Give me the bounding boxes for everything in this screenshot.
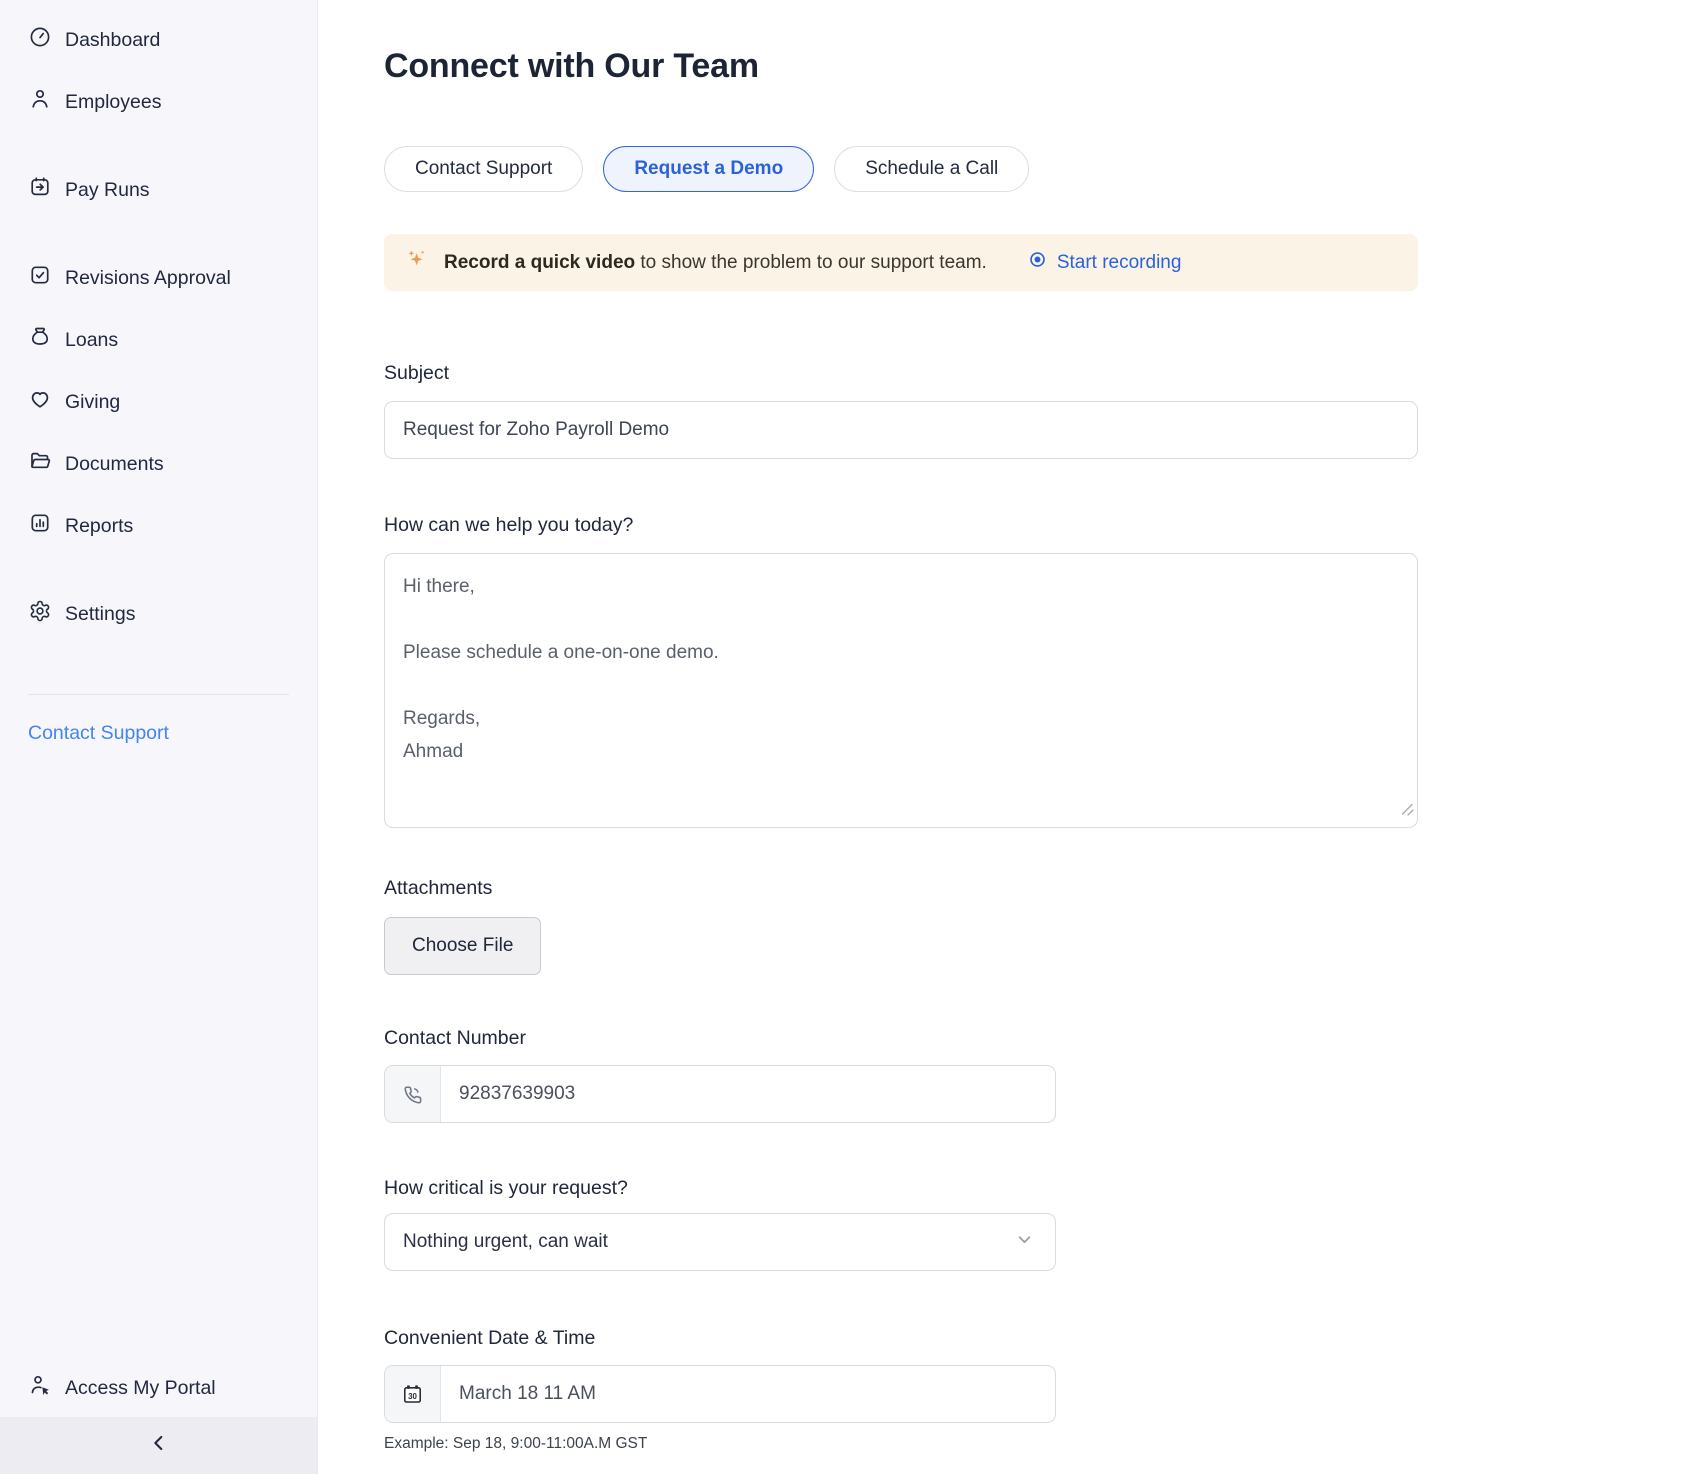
sidebar-item-settings[interactable] <box>0 590 317 638</box>
sidebar-item-label: Employees <box>65 90 162 113</box>
record-icon <box>1027 249 1048 276</box>
sidebar-nav <box>0 0 317 638</box>
sidebar-item-revisions-approval[interactable] <box>0 254 317 302</box>
tab-contact-support[interactable]: Contact Support <box>384 146 583 192</box>
message-field-wrap <box>384 553 1418 828</box>
sidebar-item-label: Giving <box>65 390 121 413</box>
dashboard-icon <box>28 25 52 55</box>
sidebar <box>0 0 318 1474</box>
sidebar-item-employees[interactable] <box>0 78 317 126</box>
sidebar-item-label: Access My Portal <box>65 1376 216 1399</box>
contact-number-field <box>384 1065 1056 1123</box>
sidebar-item-label: Dashboard <box>65 28 161 51</box>
pay-runs-icon <box>28 175 52 205</box>
page-title: Connect with Our Team <box>384 47 759 85</box>
svg-text:30: 30 <box>408 1391 417 1401</box>
loans-icon <box>28 325 52 355</box>
tab-request-a-demo[interactable]: Request a Demo <box>603 146 814 192</box>
giving-icon <box>28 387 52 417</box>
record-video-banner <box>384 234 1418 291</box>
access-portal-icon <box>28 1373 52 1403</box>
criticality-select[interactable] <box>384 1213 1056 1271</box>
calendar-icon[interactable] <box>385 1366 441 1422</box>
contact-number-input[interactable] <box>441 1066 1055 1122</box>
sidebar-item-giving[interactable] <box>0 378 317 426</box>
employees-icon <box>28 87 52 117</box>
sidebar-item-label: Loans <box>65 328 119 351</box>
documents-icon <box>28 449 52 479</box>
banner-text: Record a quick video to show the problem to our support team. <box>444 251 987 273</box>
main-content <box>319 0 1694 1474</box>
sidebar-contact-support-link[interactable]: Contact Support <box>28 722 169 744</box>
choose-file-button[interactable]: Choose File <box>384 917 541 975</box>
reports-icon <box>28 511 52 541</box>
sidebar-item-label: Settings <box>65 602 136 625</box>
datetime-field <box>384 1365 1056 1423</box>
sidebar-item-loans[interactable] <box>0 316 317 364</box>
sidebar-item-label: Documents <box>65 452 164 475</box>
subject-input[interactable] <box>384 401 1418 459</box>
banner-bold-text: Record a quick video <box>444 251 636 273</box>
sparkle-icon <box>406 248 430 278</box>
sidebar-item-access-my-portal[interactable] <box>0 1364 317 1412</box>
datetime-label: Convenient Date & Time <box>384 1327 596 1349</box>
criticality-label: How critical is your request? <box>384 1177 628 1199</box>
phone-icon <box>385 1066 441 1122</box>
sidebar-item-documents[interactable] <box>0 440 317 488</box>
criticality-selected-value: Nothing urgent, can wait <box>403 1231 608 1252</box>
sidebar-collapse-button[interactable] <box>0 1417 317 1474</box>
contact-number-label: Contact Number <box>384 1027 526 1049</box>
sidebar-item-label: Pay Runs <box>65 178 150 201</box>
message-label: How can we help you today? <box>384 514 634 536</box>
start-recording-button[interactable] <box>1027 249 1182 276</box>
subject-label: Subject <box>384 362 450 384</box>
sidebar-item-label: Revisions Approval <box>65 266 231 289</box>
sidebar-item-pay-runs[interactable] <box>0 166 317 214</box>
start-recording-label: Start recording <box>1056 251 1182 273</box>
tab-bar <box>384 146 1694 192</box>
tab-schedule-a-call[interactable]: Schedule a Call <box>834 146 1029 192</box>
sidebar-item-label: Reports <box>65 514 134 537</box>
settings-icon <box>28 599 52 629</box>
sidebar-divider <box>28 694 289 695</box>
message-textarea[interactable] <box>384 553 1418 828</box>
chevron-left-icon <box>148 1432 170 1459</box>
datetime-input[interactable] <box>441 1366 1055 1422</box>
chevron-down-icon <box>1014 1229 1035 1256</box>
sidebar-item-reports[interactable] <box>0 502 317 550</box>
attachments-label: Attachments <box>384 877 493 899</box>
revisions-approval-icon <box>28 263 52 293</box>
datetime-helper-text: Example: Sep 18, 9:00-11:00A.M GST <box>384 1435 648 1452</box>
sidebar-item-dashboard[interactable] <box>0 16 317 64</box>
